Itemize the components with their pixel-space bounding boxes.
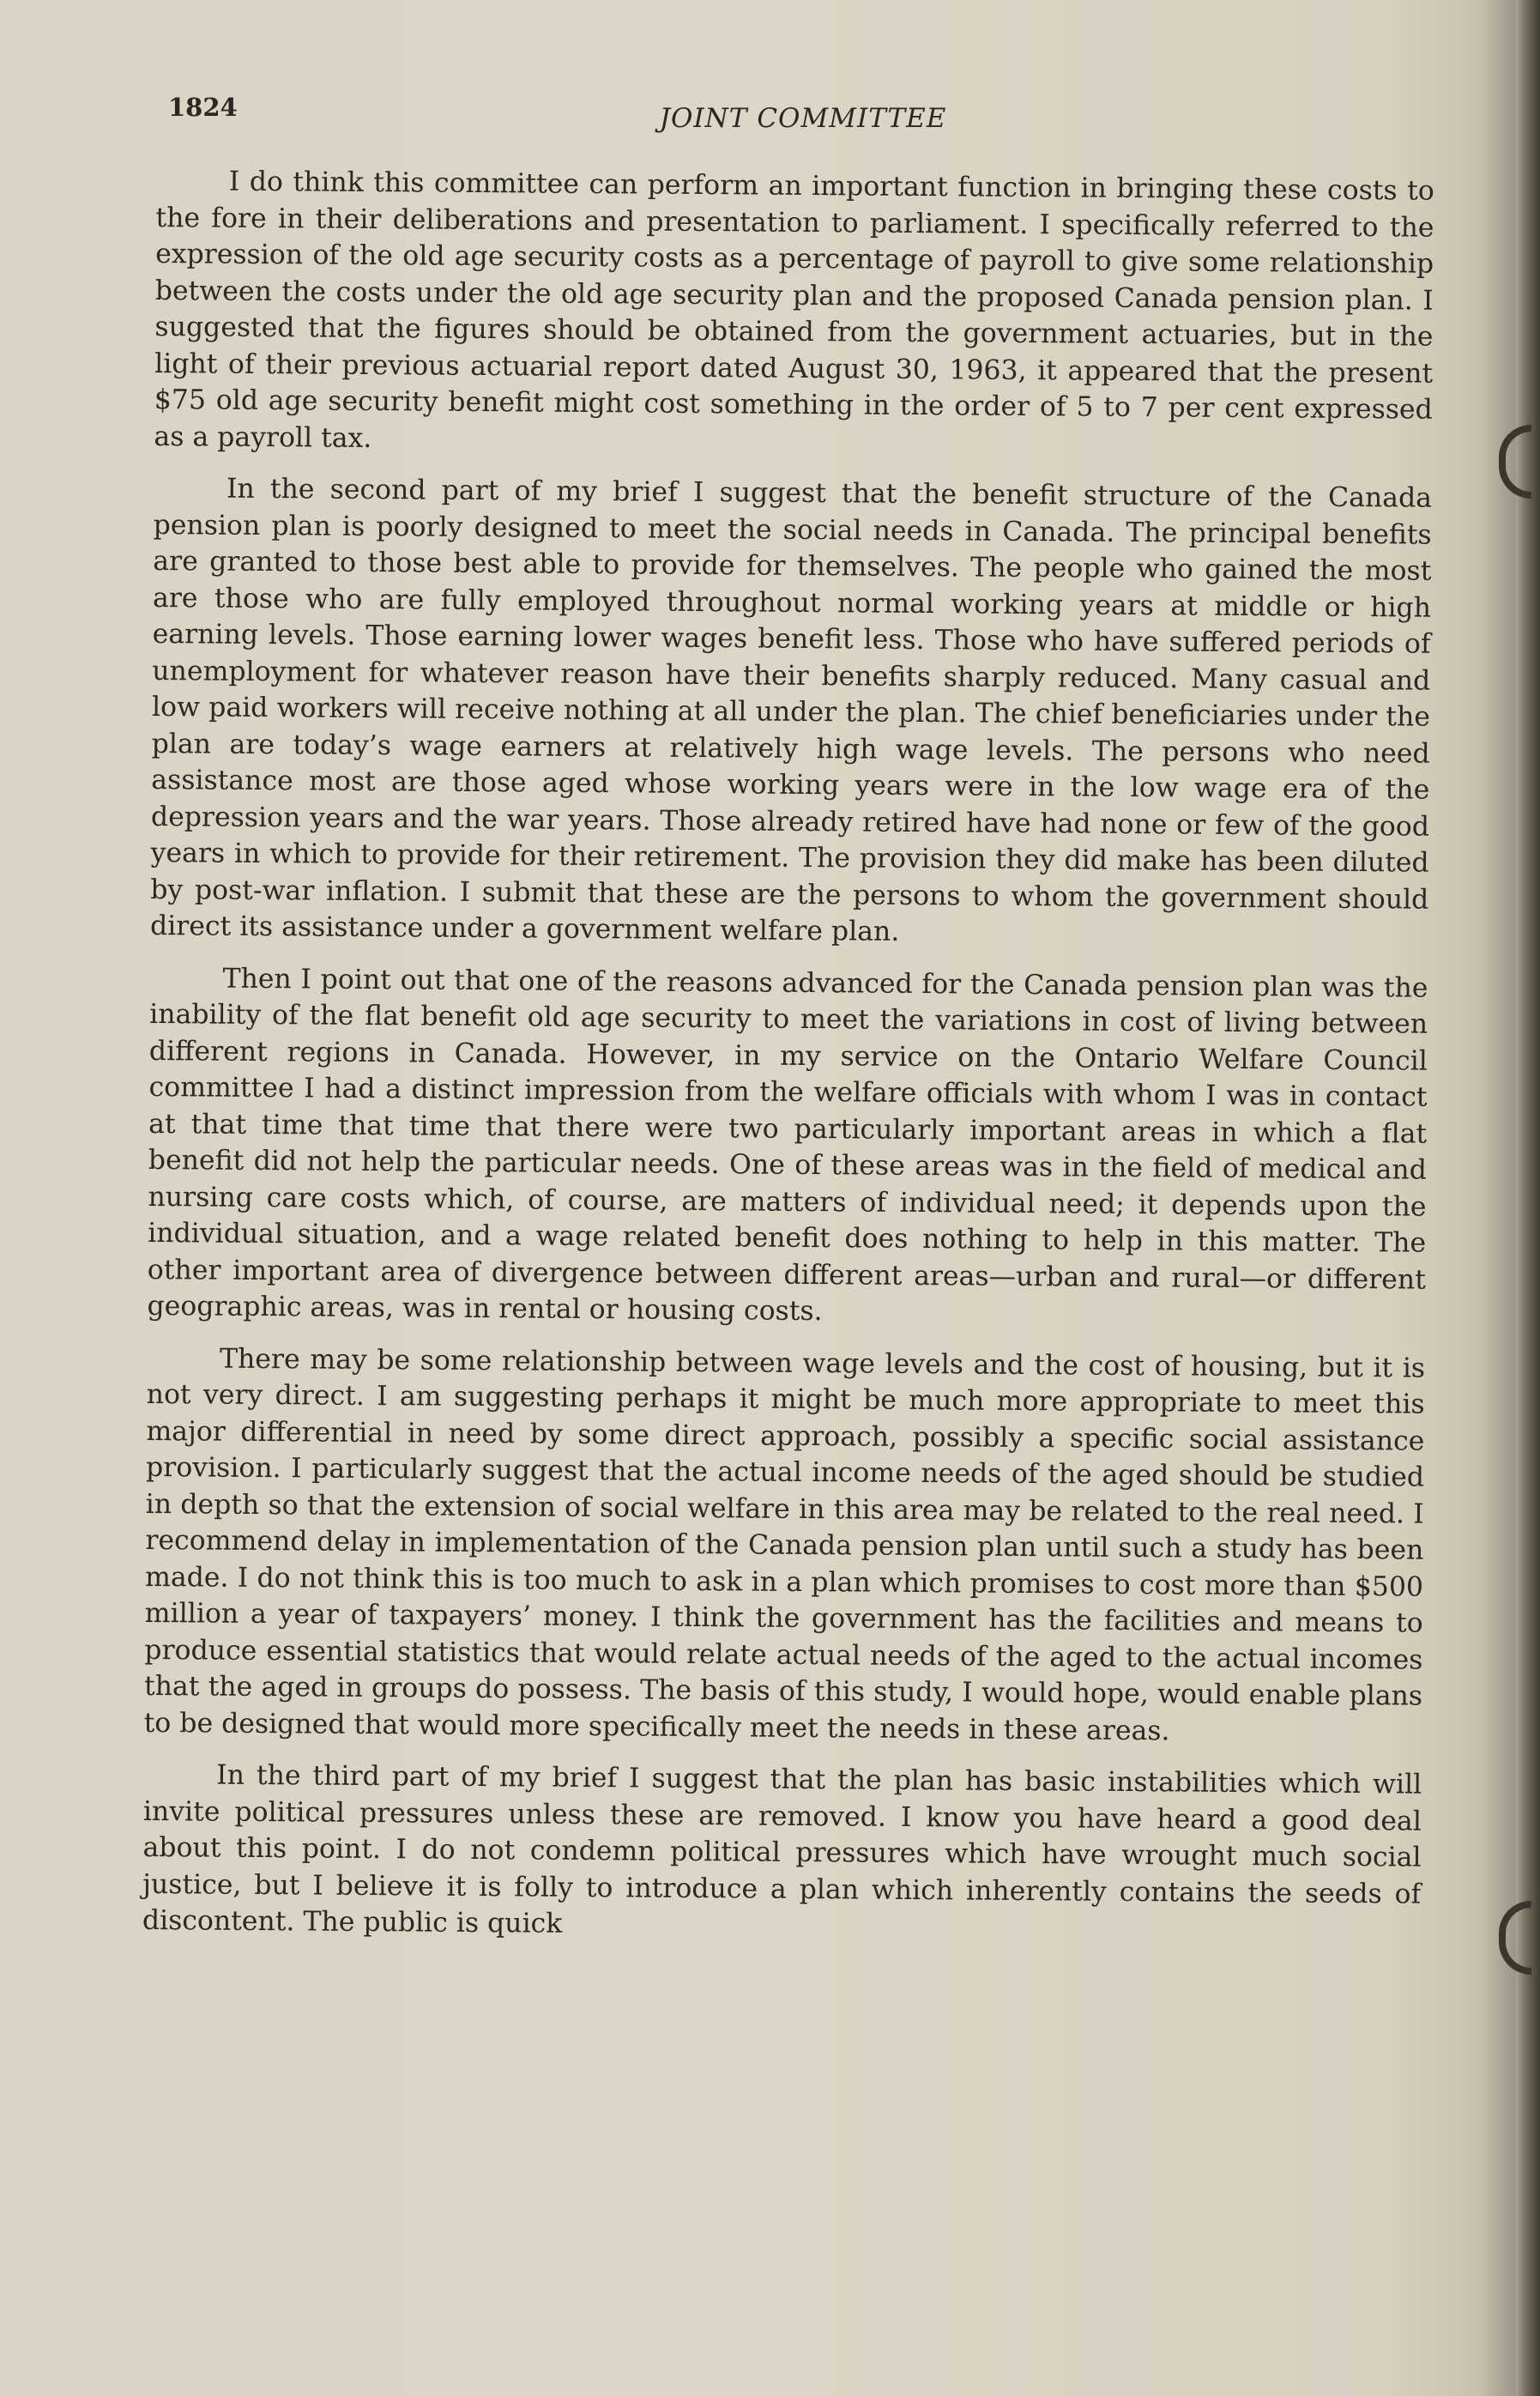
binding-clip-icon bbox=[1499, 425, 1531, 499]
page-number: 1824 bbox=[168, 93, 238, 122]
book-spine-shadow bbox=[1516, 0, 1540, 2396]
running-head: JOINT COMMITTEE bbox=[659, 103, 947, 134]
paragraph: In the third part of my brief I suggest that the plan has basic instabilities which will invite political pressures unless these are removed. I know you have heard a good deal about this point. I do not condemn political pressures which have wrought much social justice, but I believe it is folly to introduce a plan which inherently contains the seeds of discontent. The public is quick bbox=[142, 1759, 1422, 1939]
page-header bbox=[168, 93, 1438, 144]
paragraph: There may be some relationship between wage levels and the cost of housing, but it is not very direct. I am suggesting perhaps it might be much more appropriate to meet this major differential in need by some direct approach, possibly a specific social assistance provision. I particularly suggest that the actual income needs of the aged should be studied in depth so that the extension of social welfare in this area may be related to the real need. I recommend delay in implementation of the Canada pension plan until such a study has been made. I do not think this is too much to ask in a plan which promises to cost more than $500 million a year of taxpayers’ money. I think the government has the facilities and means to produce essential statistics that would relate actual needs of the aged to the actual incomes that the aged in groups do possess. The basis of this study, I would hope, would enable plans to be designed that would more specifically meet the needs in these areas. bbox=[143, 1343, 1426, 1746]
paragraph: In the second part of my brief I suggest that the benefit structure of the Canada pension plan is poorly designed to meet the social needs in Canada. The principal benefits are granted to those best able to provide for themselves. The people who gained the most are those who are fully employed throughout normal working years at middle or high earning levels. Those earning lower wages benefit less. Those who have suffered periods of unemployment for whatever reason have their benefits sharply reduced. Many casual and low paid workers will receive nothing at all under the plan. The chief beneficiaries under the plan are today’s wage earners at relatively high wage levels. The persons who need assistance most are those aged whose working years were in the low wage era of the depression years and the war years. Those already retired have had none or few of the good years in which to provide for their retirement. The provision they did make has been diluted by post-war inflation. I submit that these are the persons to whom the government should direct its assistance under a government welfare plan. bbox=[149, 473, 1433, 947]
paragraph: Then I point out that one of the reasons advanced for the Canada pension plan was the inability of the flat benefit old age security to meet the variations in cost of living between different regions in Canada. However, in my service on the Ontario Welfare Council committee I had a distinct impression from the welfare officials with whom I was in contact at that time that time that there were two particularly important areas in which a flat benefit did not help the particular needs. One of these areas was in the field of medical and nursing care costs which, of course, are matters of individual need; it depends upon the individual situation, and a wage related benefit does nothing to help in this matter. The other important area of divergence between different areas—urban and rural—or different geographic areas, was in rental or housing costs. bbox=[147, 963, 1428, 1328]
binding-clip-icon bbox=[1499, 1901, 1531, 1975]
paragraph: I do think this committee can perform an important function in bringing these costs to the fore in their deliberations and presentation to parliament. I specifically referred to the expression of the old age security costs as a percentage of payroll to give some relationship between the costs under the old age security plan and the proposed Canada pension plan. I suggested that the figures should be obtained from the government actuaries, but in the light of their previous actuarial report dated August 30, 1963, it appeared that the present $75 old age security benefit might cost something in the order of 5 to 7 per cent expressed as a payroll tax. bbox=[154, 166, 1434, 454]
body-text bbox=[142, 163, 1434, 1964]
